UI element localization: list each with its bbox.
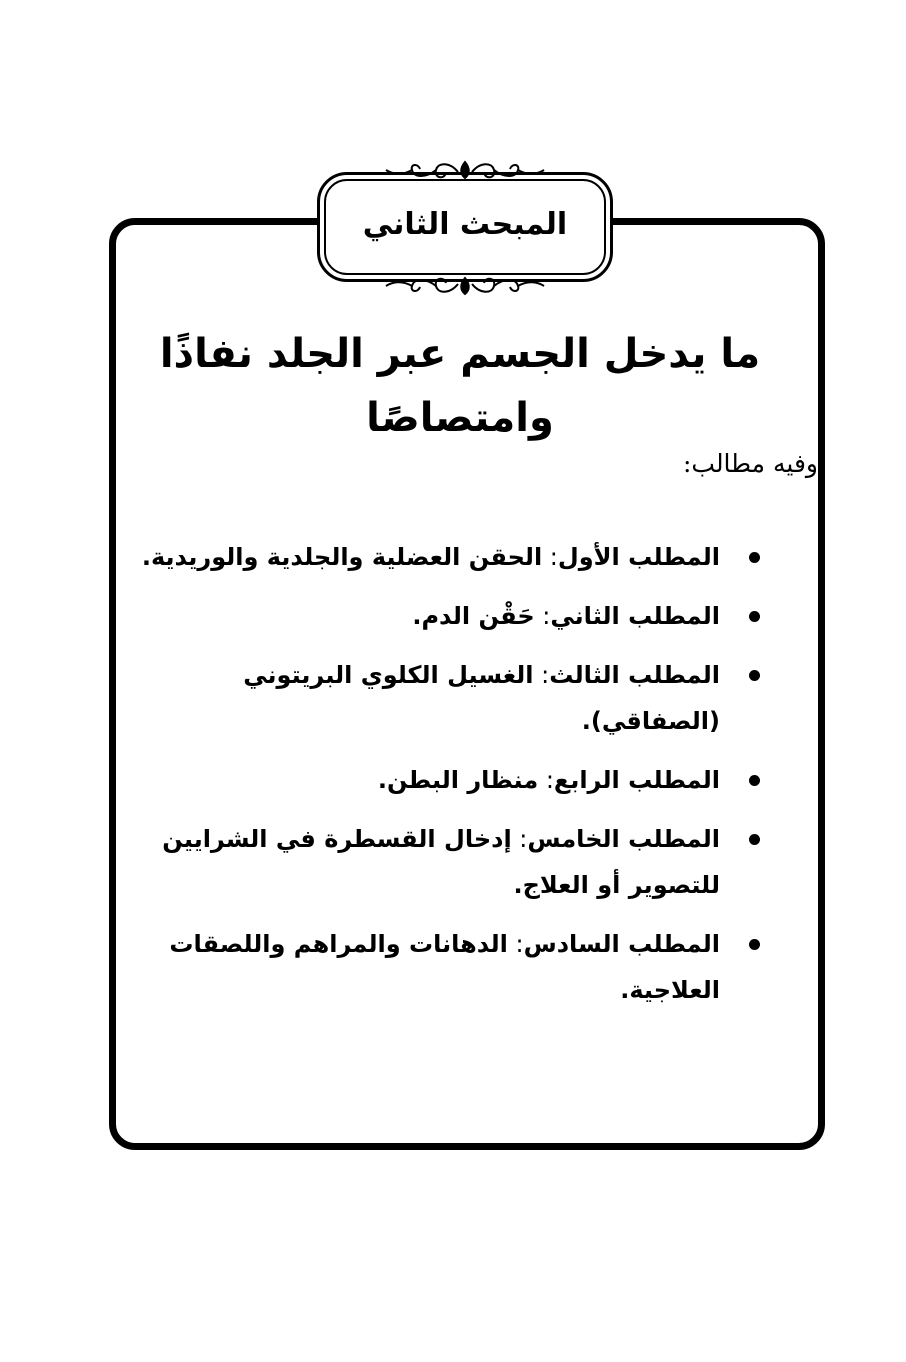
list-item bbox=[130, 757, 760, 803]
item-label: المطلب الثالث bbox=[549, 661, 720, 689]
item-separator: : bbox=[538, 766, 554, 794]
bullet-icon bbox=[749, 670, 760, 681]
item-label: المطلب الأول bbox=[557, 543, 720, 571]
item-label: المطلب السادس bbox=[523, 930, 720, 958]
item-text: إدخال القسطرة في الشرايين للتصوير أو العلاج. bbox=[162, 825, 720, 899]
bullet-icon bbox=[749, 775, 760, 786]
item-separator: : bbox=[542, 543, 558, 571]
item-label: المطلب الثاني bbox=[550, 602, 720, 630]
section-title: المبحث الثاني bbox=[362, 207, 568, 242]
ornament-top-icon bbox=[380, 158, 550, 182]
intro-text: وفيه مطالب: bbox=[682, 449, 818, 478]
list-item bbox=[130, 593, 760, 639]
list-item bbox=[130, 921, 760, 1013]
item-separator: : bbox=[511, 825, 528, 853]
bullet-icon bbox=[749, 939, 760, 950]
item-text: الدهانات والمراهم واللصقات العلاجية. bbox=[169, 930, 720, 1004]
item-text: الحقن العضلية والجلدية والوريدية. bbox=[141, 543, 543, 571]
item-separator: : bbox=[534, 602, 551, 630]
bullet-icon bbox=[749, 611, 760, 622]
ornament-bottom-icon bbox=[380, 274, 550, 298]
item-label: المطلب الرابع bbox=[553, 766, 720, 794]
bullet-icon bbox=[749, 552, 760, 563]
subsection-list bbox=[130, 534, 760, 1026]
section-header-box bbox=[317, 172, 613, 282]
item-text: حَقْن الدم. bbox=[412, 602, 535, 630]
item-separator: : bbox=[507, 930, 524, 958]
item-separator: : bbox=[533, 661, 550, 689]
bullet-icon bbox=[749, 834, 760, 845]
item-text: منظار البطن. bbox=[377, 766, 539, 794]
item-text: الغسيل الكلوي البريتوني (الصفاقي). bbox=[243, 661, 720, 735]
list-item bbox=[130, 816, 760, 908]
chapter-title: ما يدخل الجسم عبر الجلد نفاذًا وامتصاصًا bbox=[159, 331, 761, 441]
list-item bbox=[130, 534, 760, 580]
list-item bbox=[130, 652, 760, 744]
item-label: المطلب الخامس bbox=[527, 825, 720, 853]
